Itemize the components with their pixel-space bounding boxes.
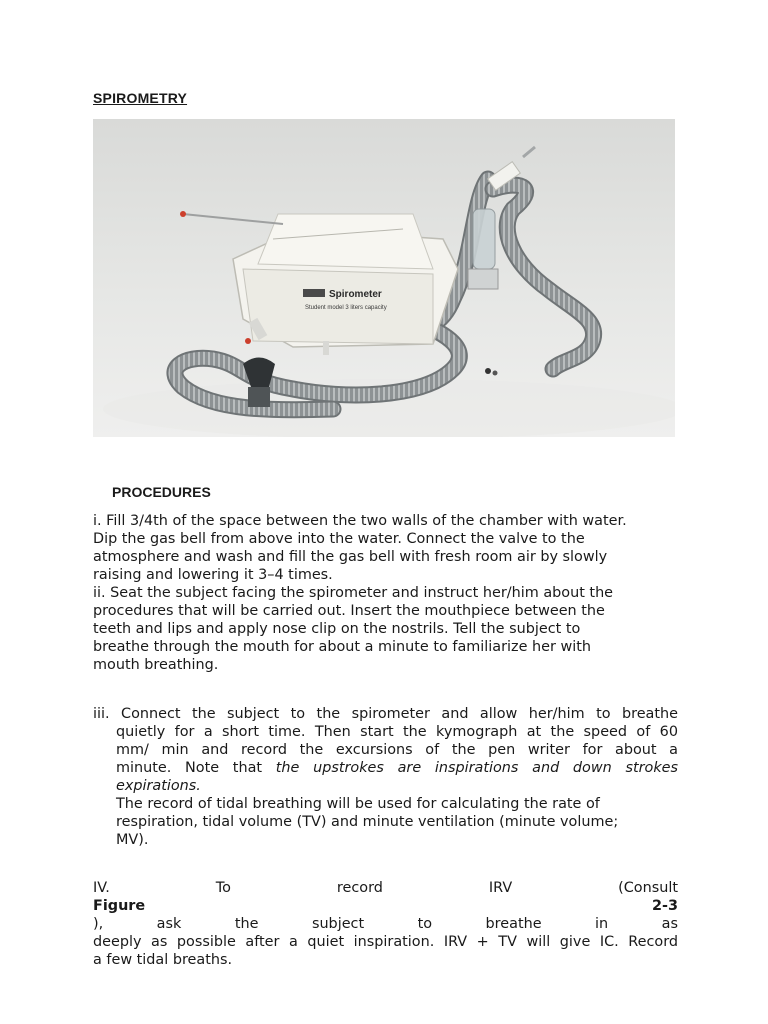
- procedures-heading: PROCEDURES: [112, 484, 211, 500]
- step1-line: i. Fill 3/4th of the space between the two walls of the chamber with water.: [93, 513, 627, 529]
- document-title: SPIROMETRY: [93, 90, 188, 106]
- step2-line: breathe through the mouth for about a minute to familiarize her with: [93, 639, 591, 655]
- spirometer-photo: [93, 119, 675, 437]
- step4-text: ), ask the subject to breathe in as: [93, 916, 678, 932]
- step3-text: minute. Note that: [116, 760, 276, 776]
- device-sublabel: Student model 3 liters capacity: [305, 305, 387, 311]
- step3-italic-line: expirations.: [116, 778, 201, 794]
- step3-line: mm/ min and record the excursions of the pen writer for about a: [116, 742, 678, 758]
- step1-line: raising and lowering it 3–4 times.: [93, 567, 333, 583]
- step2-line: mouth breathing.: [93, 657, 219, 673]
- step4-paragraph: [93, 879, 678, 969]
- device-label: Spirometer: [329, 289, 382, 300]
- step4-line: deeply as possible after a quiet inspiration. IRV + TV will give IC. Record: [93, 934, 678, 950]
- step2-line: ii. Seat the subject facing the spirometer and instruct her/him about the: [93, 585, 614, 601]
- step3-line: [93, 759, 678, 777]
- step3-line: iii. Connect the subject to the spirometer and allow her/him to breathe: [93, 706, 678, 722]
- step4-text: IV. To record IRV (Consult: [93, 880, 678, 896]
- step3-paragraph: [93, 705, 678, 849]
- step3-line: respiration, tidal volume (TV) and minute ventilation (minute volume;: [116, 814, 619, 830]
- step3-line: The record of tidal breathing will be used for calculating the rate of: [116, 796, 600, 812]
- step2-line: procedures that will be carried out. Insert the mouthpiece between the: [93, 603, 605, 619]
- step3-line: quietly for a short time. Then start the kymograph at the speed of 60: [116, 724, 678, 740]
- step1-line: Dip the gas bell from above into the water. Connect the valve to the: [93, 531, 585, 547]
- steps-1-2: [93, 512, 678, 674]
- step4-line: a few tidal breaths.: [93, 952, 233, 968]
- step3-line: MV).: [116, 832, 149, 848]
- step1-line: atmosphere and wash and fill the gas bell with fresh room air by slowly: [93, 549, 608, 565]
- step3-italic-text: the upstrokes are inspirations and down strokes: [275, 760, 679, 776]
- step2-line: teeth and lips and apply nose clip on the nostrils. Tell the subject to: [93, 621, 581, 637]
- figure-reference: Figure 2-3: [93, 898, 678, 914]
- step4-line: [93, 879, 678, 933]
